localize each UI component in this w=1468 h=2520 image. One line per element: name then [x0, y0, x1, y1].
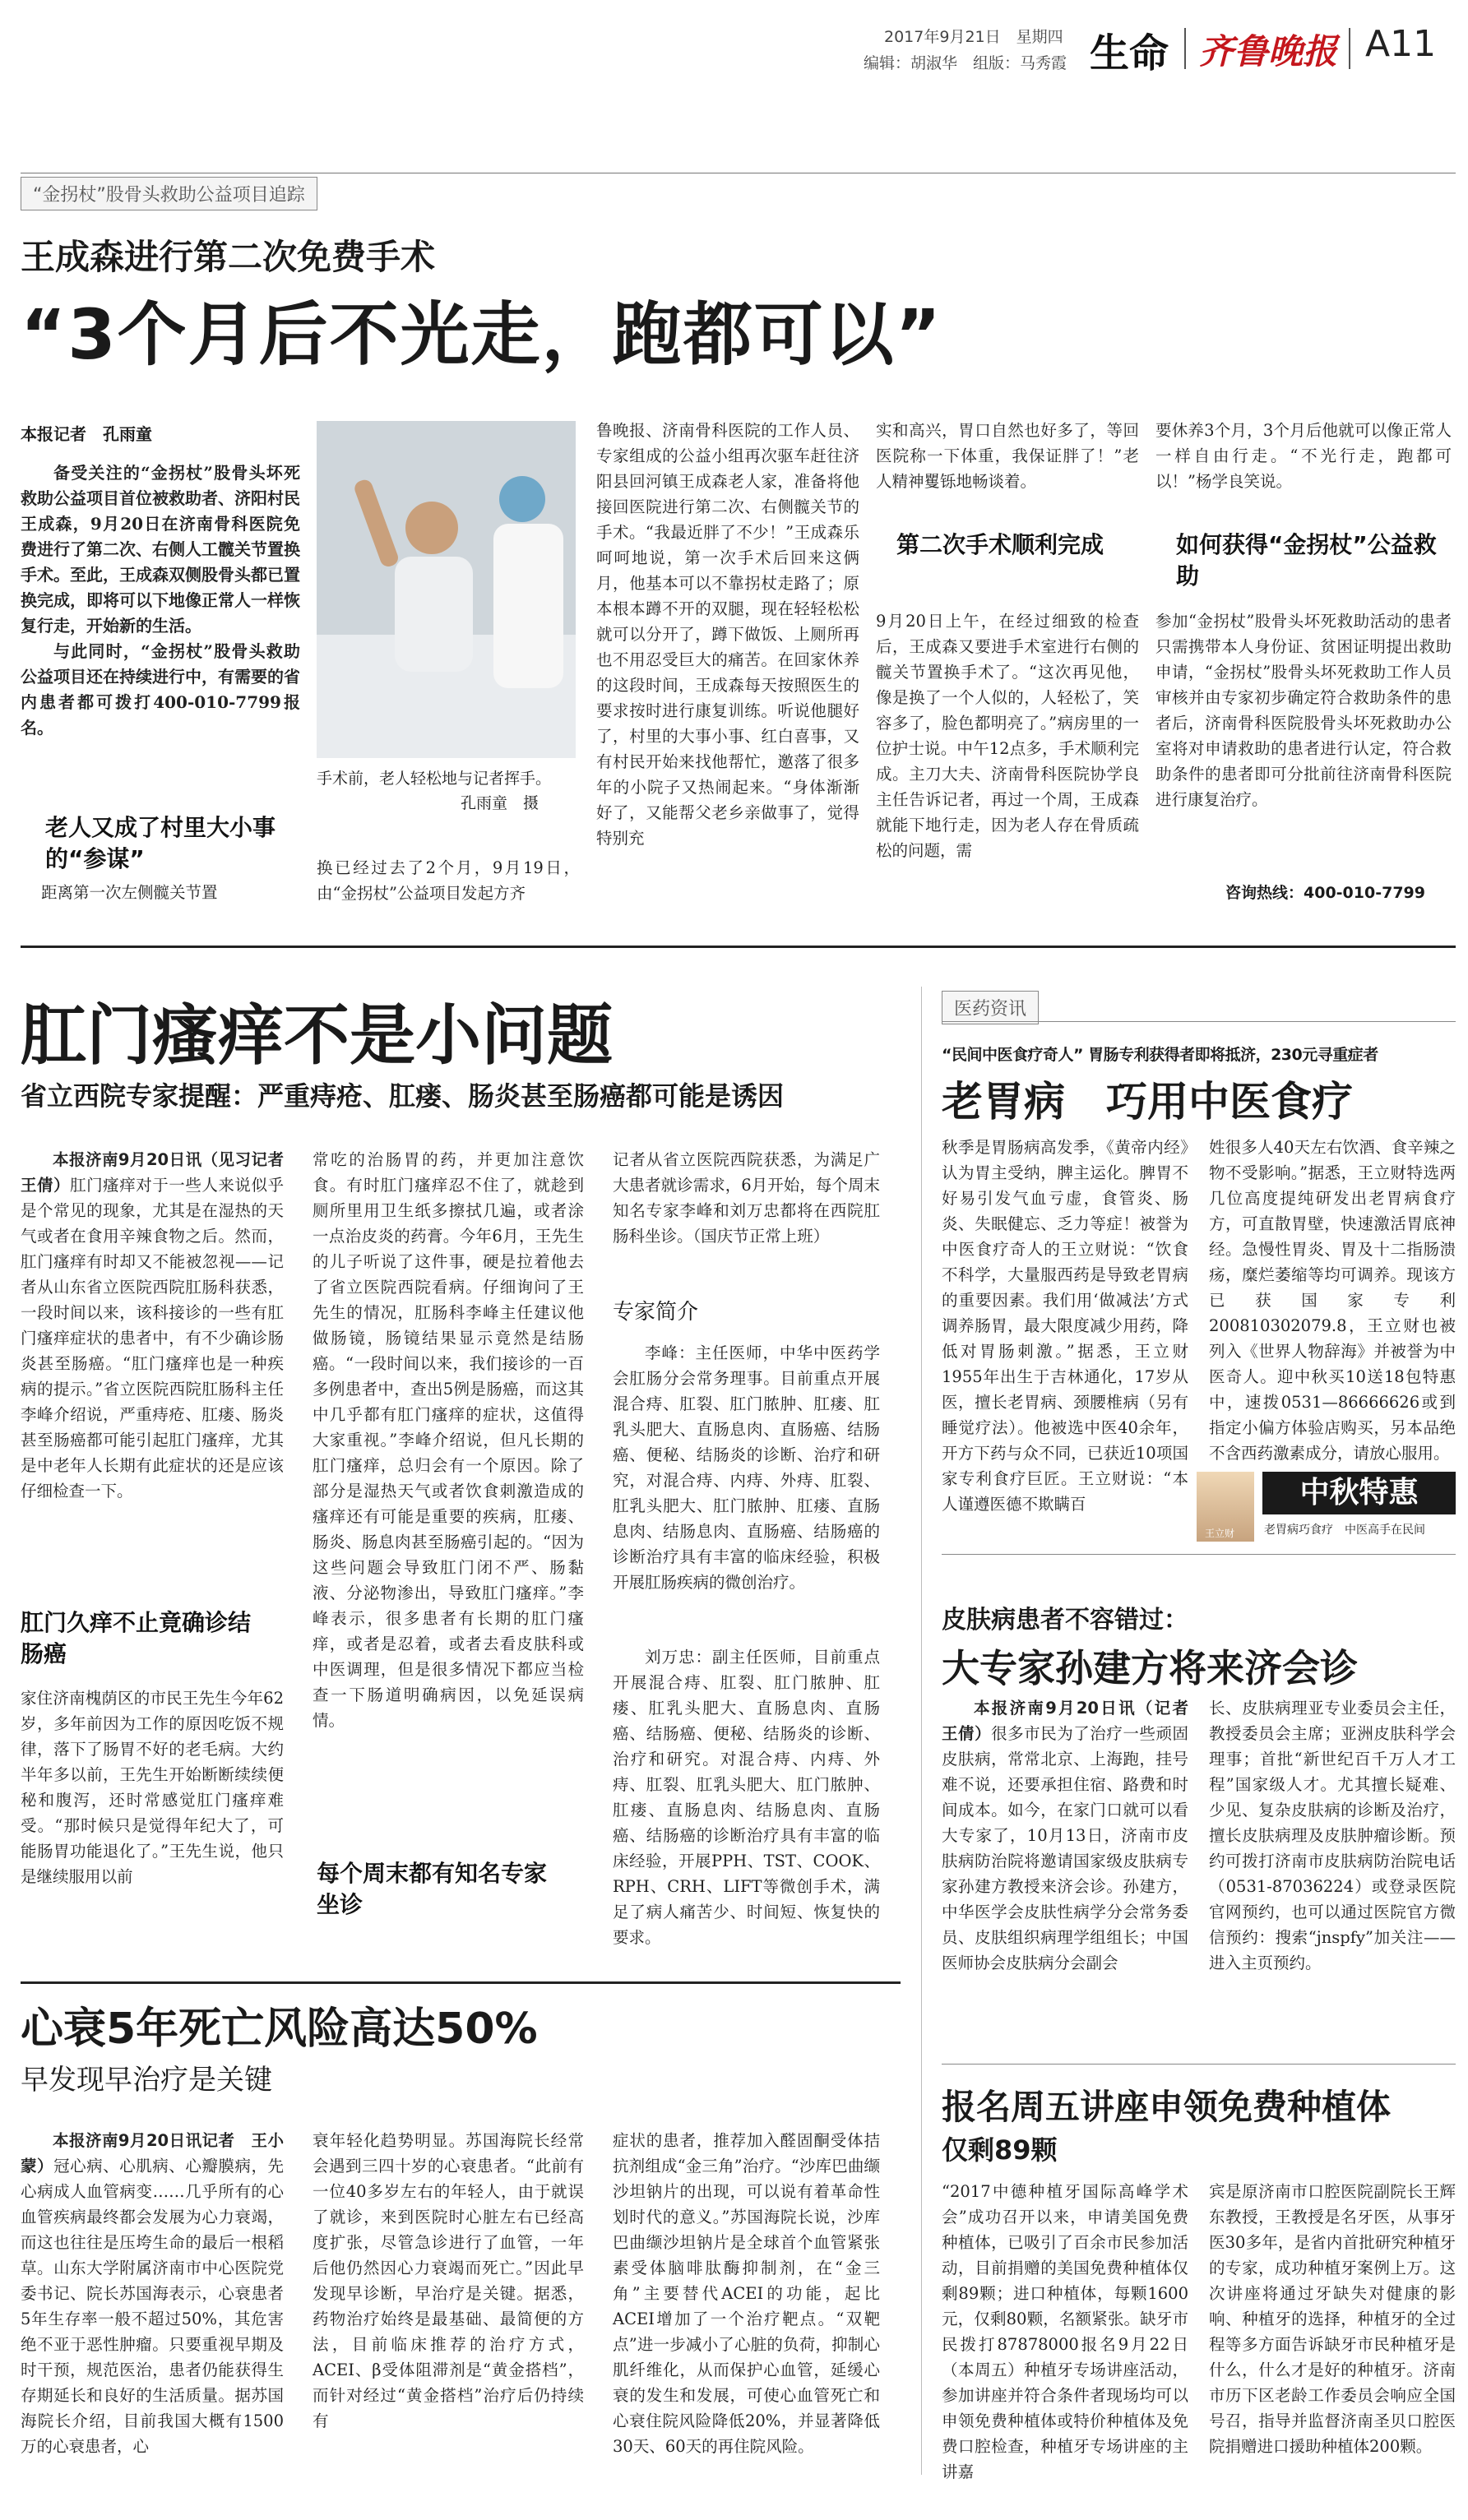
- story3-headline: 老胃病 巧用中医食疗: [942, 1078, 1353, 1126]
- story2-expert1: [613, 1340, 880, 1595]
- promo-badge: 中秋特惠: [1262, 1472, 1456, 1514]
- story1-col2-tail: 换已经过去了2个月，9月19日，由“金拐杖”公益项目发起方齐: [317, 858, 580, 903]
- story1-sub2: 第二次手术顺利完成: [896, 531, 1104, 558]
- story2-sub2: 每个周末都有知名专家坐诊: [317, 1860, 548, 1918]
- story1-col4b: 9月20日上午，在经过细致的检查后，王成森又要进手术室进行右侧的髋关节置换手术了。“这次再见他，像是换了一个人似的，人轻松了，笑容多了，脸色都明亮了。”病房里的一位护士说。中午12点多，手术顺利完成。主刀大夫、济南骨科医院协学良主任告诉记者，再过一个周，王成森就能下地行走，因为老人存在骨质疏松的问题，需: [876, 612, 1139, 860]
- patient-photo-illustration: [317, 421, 576, 758]
- section-name: 生命: [1090, 30, 1169, 76]
- story4-col1: [942, 1695, 1205, 2000]
- story5-byline: 本报济南9月20日讯记者 王小蒙）: [21, 2131, 284, 2176]
- story1-bottom-rule: [21, 946, 1456, 948]
- story1-photo-credit: 孔雨童 摄: [461, 794, 540, 812]
- story1-sub1: 老人又成了村里大小事的“参谋”: [45, 814, 276, 872]
- promo-line: 老胃病巧食疗 中医高手在民间: [1264, 1524, 1425, 1537]
- story2-deck: 省立西院专家提醒：严重痔疮、肛瘘、肠炎甚至肠癌都可能是诱因: [21, 1080, 785, 1112]
- story1-col3: 鲁晚报、济南骨科医院的工作人员、专家组成的公益小组再次驱车赶往济阳县回河镇王成森老人家，准备将他接回医院进行第二次、右侧髋关节的手术。“我最近胖了不少！”王成森乐呵呵地说，第一次手术后回来这俩月，他基本可以不靠拐杖走路了；原本根本蹲不开的双腿，现在轻轻松松就可以分开了，蹲下做饭、上厕所再也不用忍受巨大的痛苦。在回家休养的这段时间，王成森每天按照医生的要求按时进行康复训练。听说他腿好了，村里的大事小事、红白喜事，又有村民开始来找他帮忙，邀落了很多年的小院子又热闹起来。“身体渐渐好了，又能帮父老乡亲做事了，觉得特别充: [596, 421, 859, 848]
- story1-photo: [317, 421, 576, 758]
- story2-sub1: 肛门久痒不止竟确诊结肠癌: [21, 1609, 252, 1667]
- story1-sub3: 如何获得“金拐杖”公益救助: [1176, 531, 1437, 590]
- story1-lead-block: [21, 460, 300, 741]
- story3-tag: 医药资讯: [942, 991, 1039, 1024]
- story4-byline: 本报济南9月20日讯（记者 王倩）: [942, 1699, 1205, 1743]
- story5-col1-text: 冠心病、心肌病、心瓣膜病，先心病成人血管病变……几乎所有的心血管疾病最终都会发展为心力衰竭，而这也往往是压垮生命的最后一根稻草。山东大学附属济南市中心医院党委书记、院长苏国海表示，心衰患者5年生存率一般不超过50%，其危害绝不亚于恶性肿瘤。只要重视早期及时干预，规范医治，患者仍能获得生存期延长和良好的生活质量。据苏国海院长介绍，目前我国大概有1500万的心衰患者，心: [21, 2157, 284, 2456]
- story1-col1-tail: 距离第一次左侧髋关节置: [41, 883, 218, 902]
- masthead-divider-2: [1349, 28, 1350, 69]
- story1-byline: 本报记者 孔雨童: [21, 424, 152, 444]
- story2-col1b: 家住济南槐荫区的市民王先生今年62岁，多年前因为工作的原因吃饭不规律，落下了肠胃不好的老毛病。大约半年多以前，王先生开始断断续续便秘和腹泻，还时常感觉肛门瘙痒难受。“那时候只是觉得年纪大了，可能肠胃功能退化了。”王先生说，他只是继续服用以前: [21, 1689, 284, 1886]
- story6-top-rule: [942, 2064, 1456, 2065]
- masthead-divider: [1184, 28, 1186, 69]
- story4-col2: 长、皮肤病理亚专业委员会主任，教授委员会主席；亚洲皮肤科学会理事；首批“新世纪百千万人才工程”国家级人才。尤其擅长疑难、少见、复杂皮肤病的诊断及治疗，擅长皮肤病理及皮肤肿瘤诊断。预约可拨打济南市皮肤病防治院电话（0531-87036224）或登录医院官网预约，也可以通过医院官方微信预约：搜索“jnspfy”加关注——进入主页预约。: [1209, 1699, 1456, 1972]
- story4-top-rule: [942, 1554, 1456, 1555]
- story2-byline: [21, 1147, 300, 1504]
- story1-col5: 要休养3个月，3个月后他就可以像正常人一样自由行走。“不光行走，跑都可以！”杨学良笑说。: [1155, 421, 1452, 491]
- story1-col5b: 参加“金拐杖”股骨头坏死救助活动的患者只需携带本人身份证、贫困证明提出救助申请，“金拐杖”股骨头坏死救助工作人员审核并由专家初步确定符合救助条件的患者后，济南骨科医院股骨头坏死救助办公室将对申请救助的患者进行认定，符合救助条件的患者即可分批前往济南骨科医院进行康复治疗。: [1155, 612, 1452, 809]
- story1-lead: 备受关注的“金拐杖”股骨头坏死救助公益项目首位被救助者、济阳村民王成森，9月20日在济南骨科医院免费进行了第二次、右侧人工髋关节置换手术。至此，王成森双侧股骨头都已置换完成，即将可以下地像正常人一样恢复行走，开始新的生活。: [21, 463, 300, 636]
- newspaper-logo: 齐鲁晚报: [1199, 31, 1338, 72]
- story5-col2: 衰年轻化趋势明显。苏国海院长经常会遇到三四十岁的心衰患者。“此前有一位40多岁左右的年轻人，由于就误了就诊，来到医院时心脏左右已经高度扩张，尽管急诊进行了血管，一年后他仍然因心力衰竭而死亡。”因此早发现早诊断，早治疗是关键。据悉，药物治疗始终是最基础、最简便的方法，目前临床推荐的治疗方式，ACEI、β受体阻滞剂是“黄金搭档”，而针对经过“黄金搭档”治疗后仍持续有: [313, 2131, 584, 2430]
- story5-top-rule: [21, 1981, 901, 1984]
- story1-hotline: 咨询热线：400-010-7799: [1225, 884, 1425, 902]
- story1-kicker: “金拐杖”股骨头救助公益项目追踪: [21, 177, 317, 210]
- story4-col1-text: 很多市民为了治疗一些顽固皮肤病，常常北京、上海跑，挂号难不说，还要承担住宿、路费和时间成本。如今，在家门口就可以看大专家了，10月13日，济南市皮肤病防治院将邀请国家级皮肤病专家孙建方教授来济会诊。孙建方，中华医学会皮肤性病学分会常务委员、皮肤组织病理学组组长；中国医师协会皮肤病分会副会: [942, 1724, 1188, 1972]
- right-column-divider: [921, 987, 922, 2475]
- story6-headline: 报名周五讲座申领免费种植体: [942, 2087, 1392, 2127]
- story1-headline: “3个月后不光走，跑都可以”: [21, 294, 942, 375]
- story6-col1: “2017中德种植牙国际高峰学术会”成功召开以来，申请美国免费种植体，已吸引了百余市民参加活动，目前捐赠的美国免费种植体仅剩89颗；进口种植体，每颗1600元，仅剩80颗，名额紧张。缺牙市民拨打87878000报名9月22日（本周五）种植牙专场讲座活动，参加讲座并符合条件者现场均可以申领免费种植体或特价种植体及免费口腔检查，种植牙专场讲座的主讲嘉: [942, 2182, 1188, 2481]
- story2-col1-text: 肛门瘙痒对于一些人来说似乎是个常见的现象，尤其是在湿热的天气或者在食用辛辣食物之后。然而，肛门瘙痒有时却又不能被忽视——记者从山东省立医院西院肛肠科获悉，一段时间以来，该科接诊的一些有肛门瘙痒症状的患者中，有不少确诊肠炎甚至肠癌。“肛门瘙痒也是一种疾病的提示。”省立医院西院肛肠科主任李峰介绍说，严重痔疮、肛瘘、肠炎甚至肠癌都可能引起肛门瘙痒，尤其是中老年人长期有此症状的还是应该仔细检查一下。: [21, 1176, 284, 1500]
- page-number: A11: [1365, 23, 1437, 65]
- story5-col1: [21, 2128, 284, 2502]
- story4-kicker: 皮肤病患者不容错过：: [942, 1606, 1188, 1635]
- story5-col3: 症状的患者，推荐加入醛固酮受体拮抗剂组成“金三角”治疗。“沙库巴曲缬沙坦钠片的出现，可以说有着革命性划时代的意义。”苏国海院长说，沙库巴曲缬沙坦钠片是全球首个血管紧张素受体脑啡肽酶抑制剂，在“金三角”主要替代ACEI的功能，起比ACEI增加了一个治疗靶点。“双靶点”进一步减小了心脏的负荷，抑制心肌纤维化，从而保护心血管，延缓心衰的发生和发展，可使心血管死亡和心衰住院风险降低20%，并显著降低30天、60天的再住院风险。: [613, 2131, 880, 2456]
- story5-headline: 心衰5年死亡风险高达50%: [21, 2004, 538, 2054]
- story3-col2: 姓很多人40天左右饮酒、食辛辣之物不受影响。”据悉，王立财特选两几位高度提纯研发出老胃病食疗方，可直散胃壁，快速激活胃底神经。急慢性胃炎、胃及十二指肠溃疡，糜烂萎缩等均可调养。现该方已获国家专利200810302079.8，王立财也被列入《世界人物辞海》并被誉为中医奇人。迎中秋买10送18包特惠中，速拨0531—86666626或到指定小偏方体验店购买，另本品绝不含西药激素成分，请放心服用。: [1209, 1138, 1456, 1463]
- story1-photo-caption: 手术前，老人轻松地与记者挥手。: [317, 770, 552, 788]
- story2-col1: [21, 1147, 300, 1504]
- story4-headline: 大专家孙建方将来济会诊: [942, 1646, 1358, 1690]
- promo-person-name: 王立财: [1205, 1528, 1235, 1539]
- story2-experts-title: 专家简介: [613, 1300, 699, 1325]
- story1-col4: [876, 418, 1139, 494]
- story6-deck: 仅剩89颗: [942, 2134, 1058, 2166]
- story5-deck: 早发现早治疗是关键: [21, 2064, 272, 2097]
- story3-col1: 秋季是胃肠病高发季，《黄帝内经》认为胃主受纳，脾主运化。脾胃不好易引发气血亏虚，食管炎、肠炎、失眠健忘、乏力等症！被誉为中医食疗奇人的王立财说：“饮食不科学，大量服西药是导致老胃病的重要因素。我们用‘做减法’方式调养肠胃，最大限度减少用药，降低对胃肠刺激。”据悉，王立财1955年出生于吉林通化，17岁从医，擅长老胃病、颈腰椎病（另有睡觉疗法）。他被选中医40余年，开方下药与众不同，已获近10项国家专利食疗巨匠。王立财说：“本人谨遵医德不欺瞒百: [942, 1138, 1188, 1514]
- story1-subtitle: 王成森进行第二次免费手术: [21, 237, 436, 277]
- story2-col2: 常吃的治肠胃的药，并更加注意饮食。有时肛门瘙痒忍不住了，就趁到厕所里用卫生纸多擦拭几遍，或者涂一点治皮炎的药膏。今年6月，王先生的儿子听说了这件事，硬是拉着他去了省立医院西院看病。仔细询问了王先生的情况，肛肠科李峰主任建议他做肠镜，肠镜结果显示竟然是结肠癌。“一段时间以来，我们接诊的一百多例患者中，查出5例是肠癌，而这其中几乎都有肛门瘙痒的症状，这值得大家重视。”李峰介绍说，但凡长期的肛门瘙痒，总归会有一个原因。除了部分是湿热天气或者饮食刺激造成的瘙痒还有可能是重要的疾病，肛瘘、肠炎、肠息肉甚至肠癌引起的。“因为这些问题会导致肛门闭不严、肠黏液、分泌物渗出，导致肛门瘙痒。”李峰表示，很多患者有长期的肛门瘙痒，或者是忍着，或者去看皮肤科或中医调理，但是很多情况下都应当检查一下肠道明确病因，以免延误病情。: [313, 1150, 584, 1730]
- story2-headline: 肛门瘙痒不是小问题: [21, 997, 613, 1074]
- story1-lead2: 与此同时，“金拐杖”股骨头救助公益项目还在持续进行中，有需要的省内患者都可拨打400-010-7799报名。: [21, 641, 300, 738]
- story2-expert1-text: 李峰：主任医师，中华中医药学会肛肠分会常务理事。目前重点开展混合痔、肛裂、肛门脓肿、肛瘘、肛乳头肥大、直肠息肉、直肠癌、结肠癌、便秘、结肠炎的诊断、治疗和研究，对混合痔、内痔、外痔、肛裂、肛乳头肥大、肛门脓肿、肛瘘、直肠息肉、结肠息肉、直肠癌、结肠癌的诊断治疗具有丰富的临床经验，积极开展肛肠疾病的微创治疗。: [613, 1343, 880, 1592]
- story2-expert2-text: 刘万忠：副主任医师，目前重点开展混合痔、肛裂、肛门脓肿、肛瘘、肛乳头肥大、直肠息肉、直肠癌、结肠癌、便秘、结肠炎的诊断、治疗和研究。对混合痔、内痔、外痔、肛裂、肛乳头肥大、肛门脓肿、肛瘘、直肠息肉、结肠息肉、直肠癌、结肠癌的诊断治疗具有丰富的临床经验，开展PPH、TST、COOK、RPH、CRH、LIFT等微创手术，满足了病人痛苦少、时间短、恢复快的要求。: [613, 1648, 880, 1947]
- masthead-date: 2017年9月21日 星期四: [884, 28, 1063, 46]
- story3-tag-rule: [942, 1021, 1456, 1022]
- story2-col3: 记者从省立医院西院获悉，为满足广大患者就诊需求，6月开始，每个周末知名专家李峰和刘万忠都将在西院肛肠科坐诊。（国庆节正常上班）: [613, 1150, 880, 1246]
- story3-promo: [1197, 1472, 1456, 1542]
- masthead-editors: 编辑：胡淑华 组版：马秀霞: [864, 54, 1067, 72]
- story6-col2: 宾是原济南市口腔医院副院长王辉东教授，王教授是名牙医，从事牙医30多年，是省内首批研究种植牙的专家，成功种植牙案例上万。这次讲座将通过牙缺失对健康的影响、种植牙的选择，种植牙的全过程等多方面告诉缺牙市民种植牙是什么，什么才是好的种植牙。济南市历下区老龄工作委员会响应全国号召，指导并监督济南圣贝口腔医院捐赠进口援助种植体200颗。: [1209, 2182, 1456, 2456]
- story2-byline-text: 本报济南9月20日讯（见习记者 王倩）: [21, 1150, 300, 1195]
- story3-kicker: “民间中医食疗奇人” 胃肠专利获得者即将抵济，230元寻重症者: [942, 1046, 1378, 1064]
- story2-expert2: [613, 1644, 880, 1973]
- story1-col4-text: 实和高兴，胃口自然也好多了，等回医院称一下体重，我保证胖了！”老人精神矍铄地畅谈着。: [876, 421, 1139, 491]
